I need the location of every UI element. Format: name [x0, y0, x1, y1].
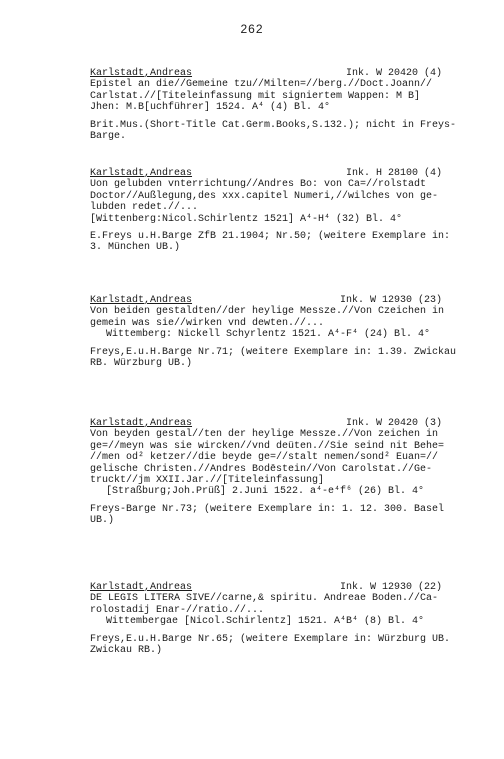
entry-heading [90, 295, 490, 306]
author-name: Karlstadt,Andreas [90, 168, 193, 179]
title-line: rolostadij Enar-//ratio.//... [90, 604, 265, 616]
reference-line: Freys-Barge Nr.73; (weitere Exemplare in: 1. 12. 300. Basel [90, 503, 445, 515]
entry-heading [90, 68, 490, 79]
title-line: Carlstat.//[Titeleinfassung mit signiertem Wappen: M B] [90, 90, 421, 102]
reference-line: Freys,E.u.H.Barge Nr.71; (weitere Exemplare in: 1.39. Zwickau [90, 346, 457, 358]
author-name: Karlstadt,Andreas [90, 418, 193, 429]
imprint-line: Wittembergae [Nicol.Schirlentz] 1521. A⁴B⁴ (8) Bl. 4° [106, 616, 425, 628]
title-line: lubden redet.//... [90, 202, 199, 214]
author-name: Karlstadt,Andreas [90, 582, 193, 593]
shelfmark: Ink. W 20420 (3) [345, 418, 442, 429]
reference-line: UB.) [90, 515, 115, 527]
title-line: //men od² ketzer//die beyde ge=//stalt nemen/sond² Euan=// [90, 452, 439, 464]
shelfmark: Ink. W 12930 (23) [339, 295, 442, 306]
catalog-entry [90, 582, 490, 656]
imprint-line: [Wittenberg:Nicol.Schirlentz 1521] A⁴-H⁴ (32) Bl. 4° [90, 213, 403, 225]
title-line: Doctor//Außlegung,des xxx.capitel Numeri,//wilches von ge- [90, 190, 439, 202]
title-line: ge=//meyn was sie wircken//vnd deüten.//Sie seind nit Behe= [90, 440, 445, 452]
title-line: Uon gelubden vnterrichtung//Andres Bo: von Ca=//rolstadt [90, 179, 427, 191]
title-line: Epistel an die//Gemeine tzu//Milten=//berg.//Doct.Joann// [90, 79, 433, 91]
title-line: Von beyden gestal//ten der heylige Messze.//Von zeichen in [90, 429, 439, 441]
entry-heading [90, 418, 490, 429]
catalog-entry [90, 418, 490, 527]
reference-line: Zwickau RB.) [90, 644, 163, 656]
shelfmark: Ink. W 20420 (4) [345, 68, 442, 79]
shelfmark: Ink. H 28100 (4) [345, 168, 442, 179]
title-line: Von beiden gestaldten//der heylige Messze.//Von Czeichen in [90, 306, 445, 318]
title-line: gelische Christen.//Andres Bodēstein//Von Carolstat.//Ge- [90, 463, 433, 475]
imprint-line: [Straßburg;Joh.Prüß] 2.Juni 1522. a⁴-e⁴f⁶ (26) Bl. 4° [106, 486, 425, 498]
reference-line: Freys,E.u.H.Barge Nr.65; (weitere Exemplare in: Würzburg UB. [90, 633, 451, 645]
reference-line: 3. München UB.) [90, 242, 181, 254]
page-number: 262 [240, 22, 264, 36]
catalog-entry [90, 295, 490, 369]
imprint-line: Jhen: M.B[uchführer] 1524. A⁴ (4) Bl. 4° [90, 102, 331, 114]
reference-line: Barge. [90, 130, 127, 142]
entry-heading [90, 582, 490, 593]
author-name: Karlstadt,Andreas [90, 295, 193, 306]
author-name: Karlstadt,Andreas [90, 68, 193, 79]
catalog-entry [90, 168, 490, 254]
title-line: gemein was sie//wirken vnd dewten.//... [90, 317, 325, 329]
entry-heading [90, 168, 490, 179]
shelfmark: Ink. W 12930 (22) [339, 582, 442, 593]
reference-line: E.Freys u.H.Barge ZfB 21.1904; Nr.50; (weitere Exemplare in: [90, 230, 451, 242]
imprint-line: Wittemberg: Nickell Schyrlentz 1521. A⁴-F⁴ (24) Bl. 4° [106, 329, 431, 341]
catalog-entry [90, 68, 490, 142]
title-line: DE LEGIS LITERA SIVE//carne,& spiritu. Andreae Boden.//Ca- [90, 593, 439, 605]
reference-line: Brit.Mus.(Short-Title Cat.Germ.Books,S.132.); nicht in Freys- [90, 119, 457, 131]
title-line: truckt//jm XXII.Jar.//[Titeleinfassung] [90, 474, 325, 486]
reference-line: RB. Würzburg UB.) [90, 357, 193, 369]
